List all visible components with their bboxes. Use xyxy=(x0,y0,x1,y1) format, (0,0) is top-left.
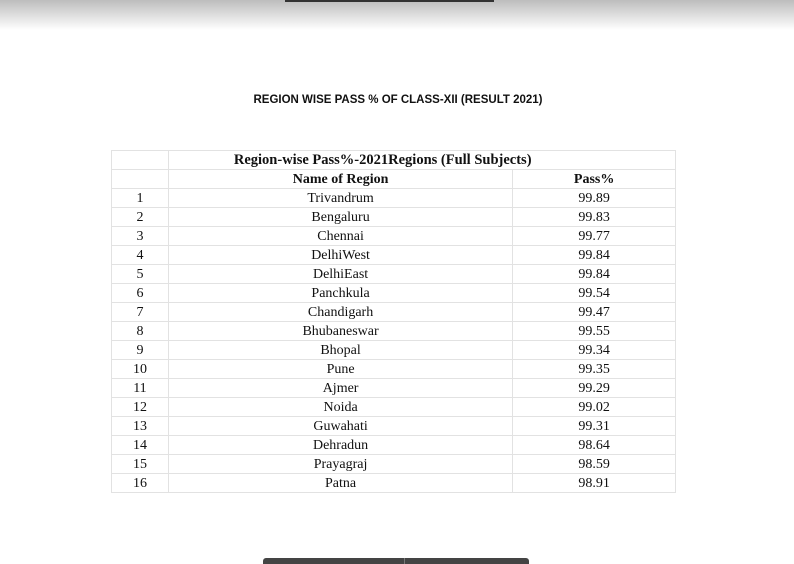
table-row xyxy=(112,417,676,436)
cell-index: 15 xyxy=(112,455,169,474)
cell-index: 11 xyxy=(112,379,169,398)
table-row xyxy=(112,474,676,493)
cell-index: 13 xyxy=(112,417,169,436)
cell-index: 2 xyxy=(112,208,169,227)
header-region: Name of Region xyxy=(168,170,512,189)
cell-region: Patna xyxy=(168,474,512,493)
cell-region: Noida xyxy=(168,398,512,417)
top-handle-bar[interactable] xyxy=(285,0,494,2)
cell-pass: 98.59 xyxy=(513,455,676,474)
cell-region: Bengaluru xyxy=(168,208,512,227)
table-caption-row xyxy=(112,151,676,170)
table-caption: Region-wise Pass%-2021Regions (Full Subjects) xyxy=(168,151,675,170)
table-row xyxy=(112,455,676,474)
cell-index: 6 xyxy=(112,284,169,303)
cell-region: Ajmer xyxy=(168,379,512,398)
cell-index: 5 xyxy=(112,265,169,284)
cell-region: Dehradun xyxy=(168,436,512,455)
cell-index: 4 xyxy=(112,246,169,265)
cell-index: 3 xyxy=(112,227,169,246)
cell-pass: 99.31 xyxy=(513,417,676,436)
table-row xyxy=(112,208,676,227)
table-row xyxy=(112,303,676,322)
cell-pass: 99.02 xyxy=(513,398,676,417)
cell-region: DelhiEast xyxy=(168,265,512,284)
cell-region: Chennai xyxy=(168,227,512,246)
cell-region: Prayagraj xyxy=(168,455,512,474)
cell-index: 14 xyxy=(112,436,169,455)
cell-pass: 99.54 xyxy=(513,284,676,303)
table-row xyxy=(112,189,676,208)
table-header-row xyxy=(112,170,676,189)
cell-pass: 99.84 xyxy=(513,265,676,284)
cell-index: 16 xyxy=(112,474,169,493)
table-row xyxy=(112,322,676,341)
cell-pass: 99.84 xyxy=(513,246,676,265)
cell-region: Bhopal xyxy=(168,341,512,360)
table-row xyxy=(112,379,676,398)
pass-percent-table xyxy=(111,150,676,493)
cell-region: Bhubaneswar xyxy=(168,322,512,341)
cell-region: Chandigarh xyxy=(168,303,512,322)
cell-pass: 99.89 xyxy=(513,189,676,208)
bottom-toolbar-bar[interactable] xyxy=(263,558,529,564)
table-row xyxy=(112,265,676,284)
table-row xyxy=(112,341,676,360)
caption-blank-cell xyxy=(112,151,169,170)
header-pass: Pass% xyxy=(513,170,676,189)
cell-region: Guwahati xyxy=(168,417,512,436)
table-row xyxy=(112,246,676,265)
header-index xyxy=(112,170,169,189)
cell-pass: 99.55 xyxy=(513,322,676,341)
cell-pass: 98.64 xyxy=(513,436,676,455)
top-shadow xyxy=(0,0,794,30)
table-row xyxy=(112,436,676,455)
cell-index: 9 xyxy=(112,341,169,360)
cell-index: 12 xyxy=(112,398,169,417)
cell-pass: 99.29 xyxy=(513,379,676,398)
cell-index: 1 xyxy=(112,189,169,208)
cell-region: DelhiWest xyxy=(168,246,512,265)
cell-pass: 99.35 xyxy=(513,360,676,379)
table-row xyxy=(112,360,676,379)
cell-pass: 99.47 xyxy=(513,303,676,322)
table-row xyxy=(112,227,676,246)
table-row xyxy=(112,284,676,303)
cell-pass: 98.91 xyxy=(513,474,676,493)
cell-index: 8 xyxy=(112,322,169,341)
cell-index: 10 xyxy=(112,360,169,379)
document-title: REGION WISE PASS % OF CLASS-XII (RESULT 2021) xyxy=(253,94,543,106)
bar-divider xyxy=(404,558,405,564)
cell-region: Trivandrum xyxy=(168,189,512,208)
cell-region: Pune xyxy=(168,360,512,379)
cell-pass: 99.83 xyxy=(513,208,676,227)
table-row xyxy=(112,398,676,417)
cell-region: Panchkula xyxy=(168,284,512,303)
cell-index: 7 xyxy=(112,303,169,322)
cell-pass: 99.77 xyxy=(513,227,676,246)
cell-pass: 99.34 xyxy=(513,341,676,360)
